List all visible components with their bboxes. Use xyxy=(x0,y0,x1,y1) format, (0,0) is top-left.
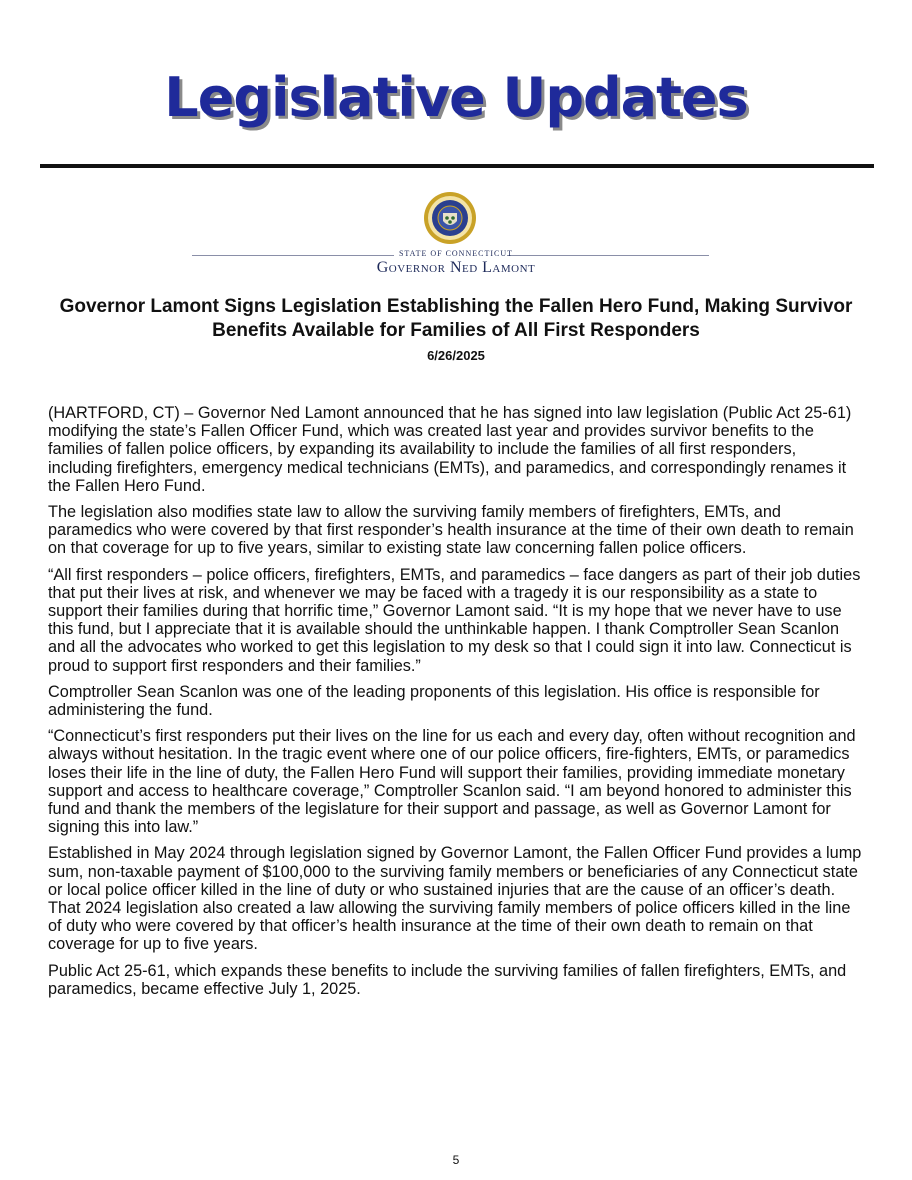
article-paragraph: Public Act 25-61, which expands these benefits to include the surviving families of fallen firefighters, EMTs, and paramedics, became effective July 1, 2025. xyxy=(48,961,847,998)
letterhead-state-label: STATE OF CONNECTICUT xyxy=(398,249,514,258)
banner-divider xyxy=(40,164,874,168)
article-date: 6/26/2025 xyxy=(427,348,485,363)
page-number: 5 xyxy=(452,1153,460,1167)
article-paragraph: The legislation also modifies state law to allow the surviving family members of firefighters, EMTs, and paramedics who were covered by that first responder’s health insurance at the time of their own death to remain on that coverage for up to five years, similar to existing state law concerning fallen police officers. xyxy=(48,503,854,558)
article-paragraph: “Connecticut’s first responders put their lives on the line for us each and every day, often without recognition and always without hesitation. In the tragic event where one of our police officers, fire-fighters, EMTs, or paramedics loses their life in the line of duty, the Fallen Hero Fund will support their families, providing immediate monetary support and access to healthcare coverage,” Comptroller Scanlon said. “I am beyond honored to administer this fund and thank the members of the legislature for their support and passage, as well as Governor Lamont for signing this into law.” xyxy=(48,727,856,837)
article-paragraph: “All first responders – police officers, firefighters, EMTs, and paramedics – face dangers as part of their job duties that put their lives at risk, and whenever we may be faced with a tragedy it is our responsibility as a state to support their families during that horrific time,” Governor Lamont said. “It is my hope that we never have to use this fund, but I appreciate that it is available should the unthinkable happen. I thank Comptroller Sean Scanlon and all the advocates who worked to get this legislation to my desk so that I could sign it into law. Connecticut is proud to support first responders and their families.” xyxy=(48,565,861,675)
state-seal-icon xyxy=(423,191,477,245)
article-paragraph: Comptroller Sean Scanlon was one of the leading proponents of this legislation. His office is responsible for administering the fund. xyxy=(48,682,820,720)
article-body xyxy=(48,404,864,1006)
article-paragraph: Established in May 2024 through legislation signed by Governor Lamont, the Fallen Officer Fund provides a lump sum, non-taxable payment of $100,000 to the surviving family members or beneficiaries of any Connecticut state or local police officer killed in the line of duty or who sustained injuries that are the cause of an officer’s death. That 2024 legislation also created a law allowing the surviving family members of police officers killed in the line of duty who were covered by that officer’s health insurance at the time of their own death to remain on that coverage for up to five years. xyxy=(48,844,862,954)
section-banner-title: Legislative Updates xyxy=(164,66,748,129)
article-paragraph: (HARTFORD, CT) – Governor Ned Lamont announced that he has signed into law legislation (Public Act 25-61) modifying the state’s Fallen Officer Fund, which was created last year and provides survivor benefits to the families of fallen police officers, by expanding its availability to include the families of all first responders, including firefighters, emergency medical technicians (EMTs), and paramedics, and correspondingly renames it the Fallen Hero Fund. xyxy=(48,404,852,495)
article-headline: Governor Lamont Signs Legislation Establishing the Fallen Hero Fund, Making Survivor Benefits Available for Families of All First Responders xyxy=(59,296,853,341)
letterhead-governor-name: Governor Ned Lamont xyxy=(376,259,536,276)
